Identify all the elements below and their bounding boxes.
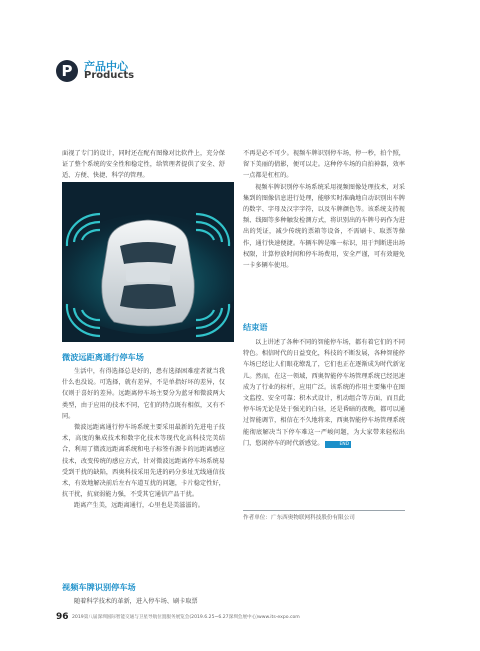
microwave-paragraph: 微波远距离通行停车场系统主要采用最新的先进电子技术，高度的集成技术和数字化技术等现代化高科技完美结合，利用了微波远距离系统和电子标签有源卡的远距离感应技术，改变传统的感应方式，针对微波远距离停车场系统易受到干扰的缺陷，西奥科技采用先进的码分多址无线通信技术，有效地解决前后左右车道互扰的问题，卡片稳定性好，抗干扰，抗衰弱能力强，不受其它通信产品干扰。 [62,424,225,499]
conclusion-text: 以上讲述了各种不同的智能停车场，都有着它们的不同特色。相信时代的日益变化，科技的不断发展，各种智能停车场已经让人们眼花缭乱了，它们也正在逐渐成为时代新宠儿。然而，在这一领域，西奥智能停车场管理系统已经迅速成为了行业的标杆，应用广泛。该系统的作用主要集中在图文监控、安全可靠；积木式设计，机动组合等方面，而且此停车场无论是处于强光的白昼，还是昏暗的夜晚，都可以通过智能调节，相信在不久地将来，西奥智能停车场管理系统能彻底解决当下停车难这一严峻问题，为大家带来轻松出门，悠闲停车的时代新感觉。 [243,339,405,447]
products-logo-icon: P [56,60,78,82]
heading-conclusion: 结束语 [243,322,268,332]
end-mark-badge: END [325,441,351,448]
author-affiliation: 作者单位：广东西奥物联网科技股份有限公司 [243,515,355,521]
plate-system-paragraph: 视频车牌识别停车场系统采用视频图像处理技术，对采集到的图像信息进行处理，能够实时准确地自动识别出车牌的数字、字母及汉字字符，以及车牌颜色等。该系统支持视频、线圈等多种触发检测方式，将识别出的车牌号码作为进出的凭证，减少传统的票箱等设备，不需刷卡、取票等操作，通行快速便捷。车辆车牌是唯一标识，用于判断进出场权限，计算停放时间和停车场费用，安全严谨，可有效避免一卡多辆车使用。 [243,183,405,270]
heading-plate-recognition-parking: 视频车牌识别停车场 [62,582,136,592]
plate-paragraph: 随着科学技术的革新，进入停车场、刷卡取票 [74,598,198,605]
microwave-section-body [62,366,225,512]
car-sensor-graphic [62,182,234,342]
conclusion-body [243,337,405,449]
heading-microwave-parking: 微波远距离通行停车场 [62,352,144,362]
left-intro-paragraph: 面视了专门的设计，同时还在配有图像对比软件上，充分保证了整个系统的安全性和稳定性，给管理者提供了安全、舒适、方便、快捷、科学的管理。 [62,150,225,180]
left-intro-column [62,148,225,182]
author-divider [243,510,405,511]
conclusion-paragraph [243,337,405,449]
footer-expo-text: 2019第八届深圳国际智能交通与卫星导航位置服务展览会(2019.6.25~6.27深圳会展中心)www.its-expo.com [72,615,300,620]
plate-section-body [62,596,225,607]
parking-car-illustration [62,182,234,342]
page-number: 96 [56,612,69,622]
right-intro-column [243,148,405,271]
right-intro-paragraph: 不再是必不可少。视频车牌识别停车场，停一秒，拍个照，留下美丽的倩影，便可以走。这种停车场的自拍神器，效率一点都是杠杠的。 [243,150,405,180]
section-title-cn: 产品中心 [84,60,128,73]
microwave-paragraph: 距离产生美，远距离通行，心里也是美滋滋的。 [74,502,204,510]
section-title-en: Products [84,70,135,81]
microwave-paragraph: 生活中，有得选择总是好的，患有选择困难症者就当我什么也没说。可选择，就有差异，不是单指好坏的差异，仅仅则于喜好的差异。远距离停车场主要分为蓝牙和微波两大类型，由于应用的技术不同，它们的特点既有相似，又有不同。 [62,368,225,420]
